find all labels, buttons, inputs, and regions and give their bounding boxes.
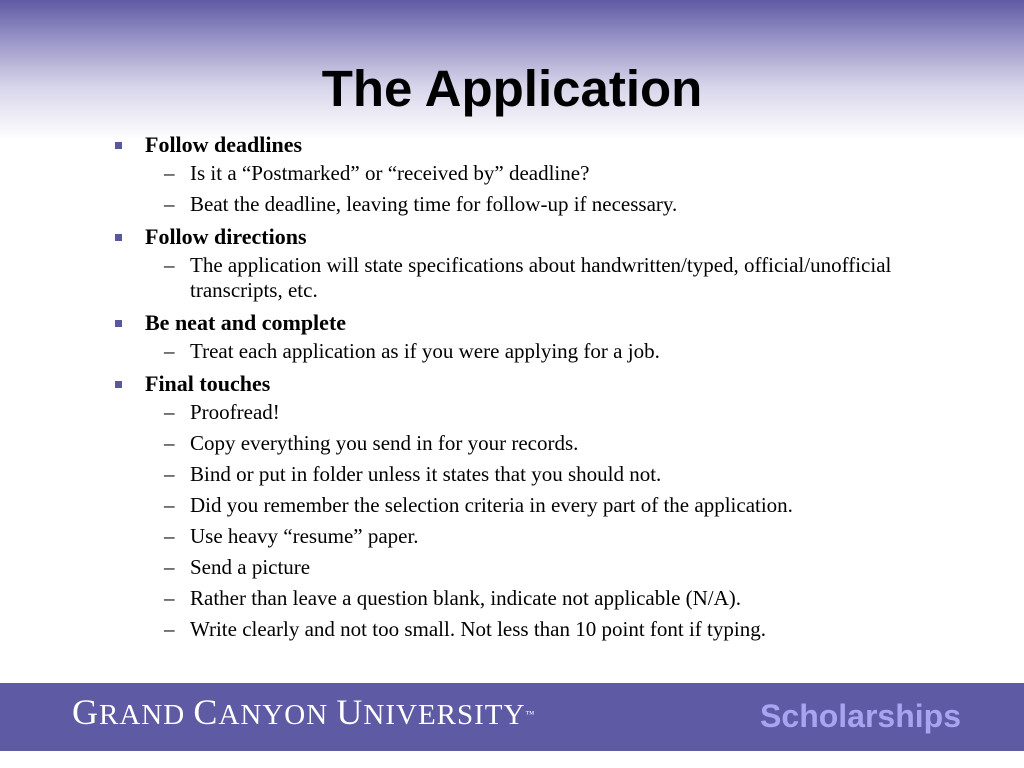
sub-bullet-text: Treat each application as if you were applying for a job. bbox=[190, 339, 660, 363]
sub-bullet-item bbox=[112, 617, 952, 642]
sub-bullet-item bbox=[112, 192, 952, 217]
sub-bullet-list bbox=[112, 339, 952, 364]
bullet-heading-text: Final touches bbox=[145, 371, 271, 396]
sub-bullet-item bbox=[112, 400, 952, 425]
bullet-heading bbox=[112, 131, 952, 158]
bullet-section bbox=[112, 131, 952, 217]
university-logo bbox=[72, 694, 535, 733]
sub-bullet-item bbox=[112, 586, 952, 611]
sub-bullet-item bbox=[112, 462, 952, 487]
slide-title: The Application bbox=[321, 60, 703, 117]
sub-bullet-text: Is it a “Postmarked” or “received by” deadline? bbox=[190, 161, 590, 185]
bullet-section bbox=[112, 223, 952, 303]
sub-bullet-text: Proofread! bbox=[190, 400, 280, 424]
dash-bullet-icon: – bbox=[164, 586, 175, 610]
dash-bullet-icon: – bbox=[164, 617, 175, 641]
sub-bullet-text: Copy everything you send in for your records. bbox=[190, 431, 579, 455]
bullet-heading bbox=[112, 223, 952, 250]
dash-bullet-icon: – bbox=[164, 462, 175, 486]
dash-bullet-icon: – bbox=[164, 161, 175, 185]
dash-bullet-icon: – bbox=[164, 431, 175, 455]
dash-bullet-icon: – bbox=[164, 192, 175, 216]
sub-bullet-text: Did you remember the selection criteria in every part of the application. bbox=[190, 493, 793, 517]
logo-word bbox=[336, 692, 526, 732]
bullet-heading-text: Follow deadlines bbox=[145, 132, 303, 157]
dash-bullet-icon: – bbox=[164, 524, 175, 548]
square-bullet-icon bbox=[115, 142, 122, 149]
bullet-heading bbox=[112, 309, 952, 336]
bullet-heading-text: Be neat and complete bbox=[145, 310, 347, 335]
sub-bullet-item bbox=[112, 161, 952, 186]
bullet-section bbox=[112, 309, 952, 364]
square-bullet-icon bbox=[115, 234, 122, 241]
square-bullet-icon bbox=[115, 381, 122, 388]
sub-bullet-text: Write clearly and not too small. Not less than 10 point font if typing. bbox=[190, 617, 766, 641]
bullet-list bbox=[112, 128, 952, 648]
bullet-heading-text: Follow directions bbox=[145, 224, 307, 249]
footer-bottom-strip bbox=[0, 751, 1024, 768]
sub-bullet-text: Beat the deadline, leaving time for follow-up if necessary. bbox=[190, 192, 678, 216]
square-bullet-icon bbox=[115, 320, 122, 327]
logo-word-initial: C bbox=[193, 692, 219, 732]
sub-bullet-text: Bind or put in folder unless it states that you should not. bbox=[190, 462, 662, 486]
dash-bullet-icon: – bbox=[164, 400, 175, 424]
dash-bullet-icon: – bbox=[164, 555, 175, 579]
sub-bullet-item bbox=[112, 431, 952, 456]
dash-bullet-icon: – bbox=[164, 339, 175, 363]
sub-bullet-text: Use heavy “resume” paper. bbox=[190, 524, 419, 548]
footer-label: Scholarships bbox=[760, 698, 961, 734]
sub-bullet-item bbox=[112, 555, 952, 580]
logo-word-rest: RAND bbox=[99, 699, 186, 731]
dash-bullet-icon: – bbox=[164, 493, 175, 517]
sub-bullet-text: The application will state specifications about handwritten/typed, official/unofficial transcripts, etc. bbox=[190, 253, 892, 302]
sub-bullet-item bbox=[112, 524, 952, 549]
logo-word-initial: U bbox=[336, 692, 364, 732]
logo-word bbox=[193, 692, 329, 732]
sub-bullet-item bbox=[112, 339, 952, 364]
dash-bullet-icon: – bbox=[164, 253, 175, 277]
sub-bullet-item bbox=[112, 253, 952, 303]
logo-word-initial: G bbox=[72, 692, 99, 732]
sub-bullet-text: Send a picture bbox=[190, 555, 311, 579]
logo-word bbox=[72, 692, 186, 732]
logo-word-rest: NIVERSITY bbox=[363, 699, 526, 731]
trademark-mark: ™ bbox=[525, 709, 536, 719]
bullet-section bbox=[112, 370, 952, 642]
logo-word-rest: ANYON bbox=[218, 699, 329, 731]
sub-bullet-list bbox=[112, 161, 952, 217]
sub-bullet-text: Rather than leave a question blank, indicate not applicable (N/A). bbox=[190, 586, 742, 610]
sub-bullet-list bbox=[112, 400, 952, 642]
sub-bullet-list bbox=[112, 253, 952, 303]
sub-bullet-item bbox=[112, 493, 952, 518]
bullet-heading bbox=[112, 370, 952, 397]
